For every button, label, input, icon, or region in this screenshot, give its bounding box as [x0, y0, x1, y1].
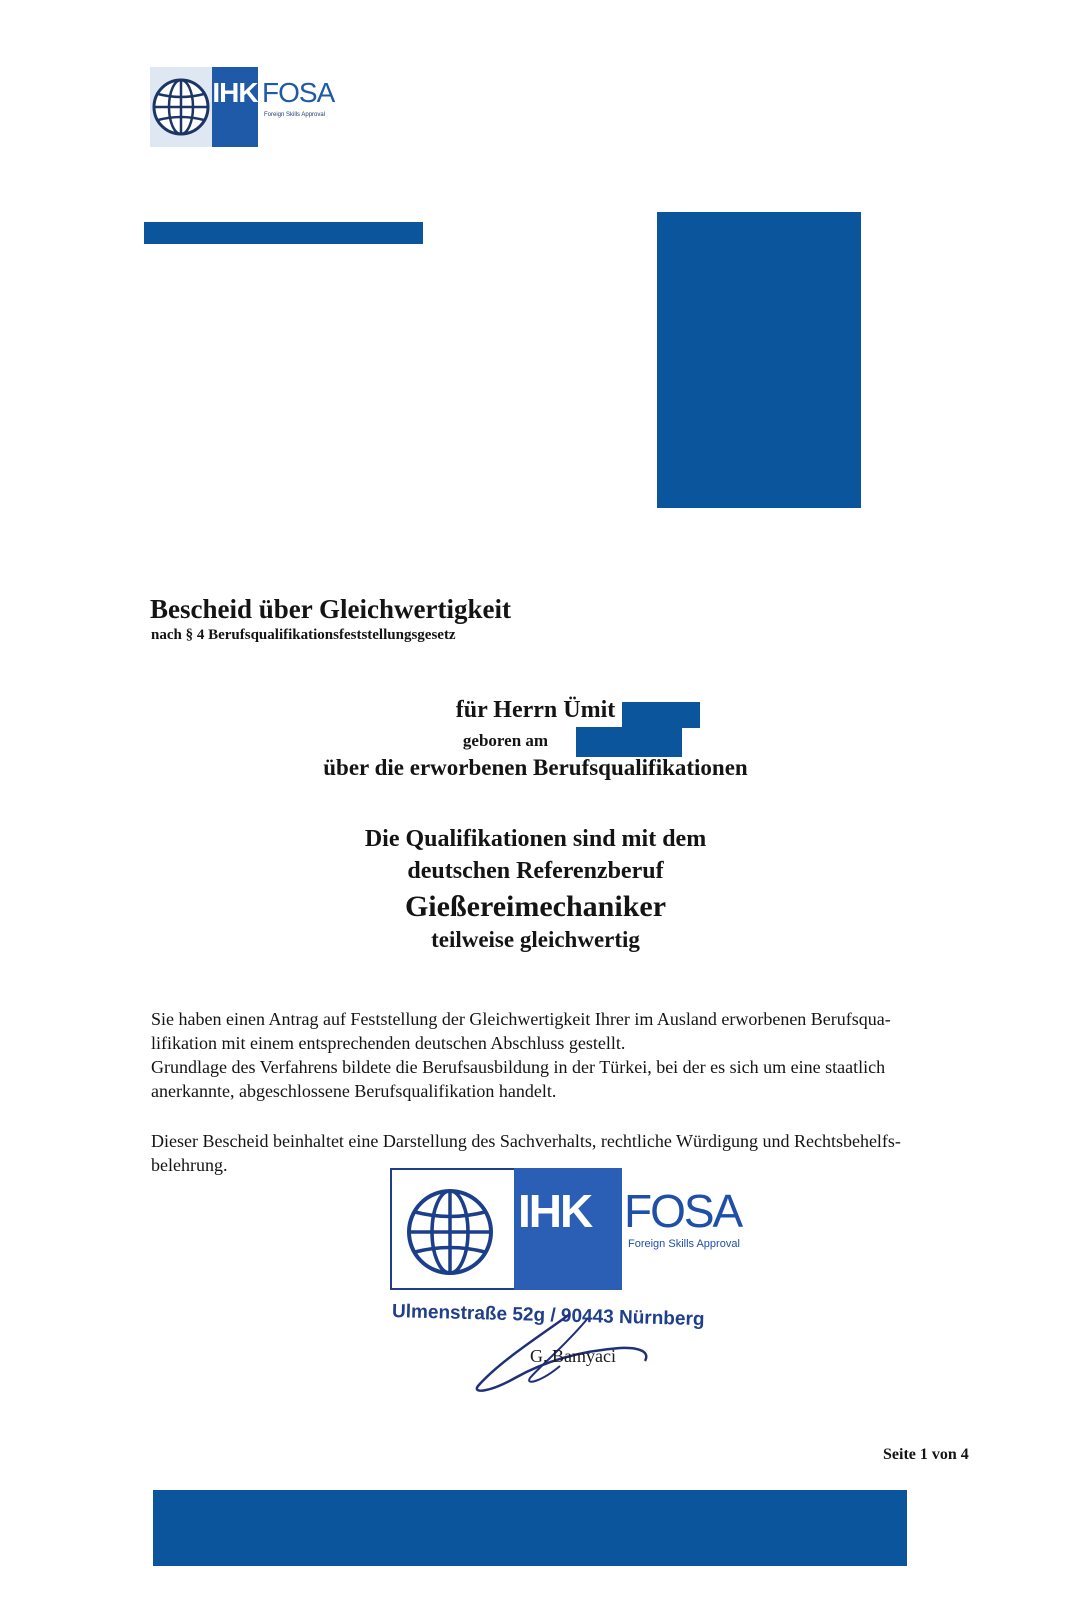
reference-profession: Gießereimechaniker	[404, 890, 667, 923]
equivalence-result: teilweise gleichwertig	[431, 927, 640, 952]
ihk-fosa-logo	[150, 67, 335, 147]
globe-icon	[404, 1186, 496, 1278]
birth-date-label: geboren am	[462, 731, 549, 750]
stamp-tagline: Foreign Skills Approval	[628, 1238, 740, 1250]
logo-tagline: Foreign Skills Approval	[264, 112, 326, 118]
body-paragraph-1-line-2: lifikation mit einem entsprechenden deutschen Abschluss gestellt.	[151, 1033, 626, 1053]
redaction-block-surname	[622, 702, 700, 728]
body-paragraph-1-line-4: anerkannte, abgeschlossene Berufsqualifikation handelt.	[151, 1081, 557, 1101]
logo-ihk-text: IHK	[212, 67, 258, 147]
logo-fosa-text: FOSA	[262, 77, 335, 108]
document-subtitle: nach § 4 Berufsqualifikationsfeststellungsgesetz	[151, 627, 456, 643]
body-paragraph-2-line-1: Dieser Bescheid beinhaltet eine Darstellung des Sachverhalts, rechtliche Würdigung und Rechtsbehelfs-	[151, 1131, 901, 1151]
stamp-logo-frame	[390, 1168, 622, 1290]
signatory-name: G. Bamyaci	[530, 1346, 616, 1366]
stamp-address: Ulmenstraße 52g / 90443 Nürnberg	[391, 1301, 705, 1331]
recipient-line: für Herrn Ümit	[455, 697, 616, 723]
body-paragraph-1-line-3: Grundlage des Verfahrens bildete die Berufsausbildung in der Türkei, bei der es sich um eine staatlich	[151, 1057, 886, 1077]
globe-icon	[150, 76, 212, 138]
body-paragraph-1	[151, 1007, 1001, 1103]
body-paragraph-2-line-2: belehrung.	[151, 1155, 228, 1175]
official-stamp	[390, 1168, 740, 1398]
document-title: Bescheid über Gleichwertigkeit	[150, 594, 511, 624]
stamp-ihk-text: IHK	[518, 1185, 592, 1237]
page-number: Seite 1 von 4	[883, 1446, 969, 1463]
decision-line-1: Die Qualifikationen sind mit dem	[364, 826, 707, 852]
redaction-block-recipient	[657, 212, 861, 508]
body-paragraph-1-line-1: Sie haben einen Antrag auf Feststellung der Gleichwertigkeit Ihrer im Ausland erworbenen Berufsqua-	[151, 1009, 891, 1029]
redaction-block-address-line	[144, 222, 423, 244]
redaction-block-birth-date	[576, 727, 682, 757]
decision-line-2: deutschen Referenzberuf	[407, 858, 664, 884]
logo-globe-box	[150, 67, 212, 147]
redaction-block-footer	[153, 1490, 907, 1566]
qualifications-subject-line: über die erworbenen Berufsqualifikationen	[323, 755, 748, 780]
stamp-fosa-text: FOSA	[624, 1185, 742, 1237]
logo-fosa-box	[258, 67, 335, 147]
